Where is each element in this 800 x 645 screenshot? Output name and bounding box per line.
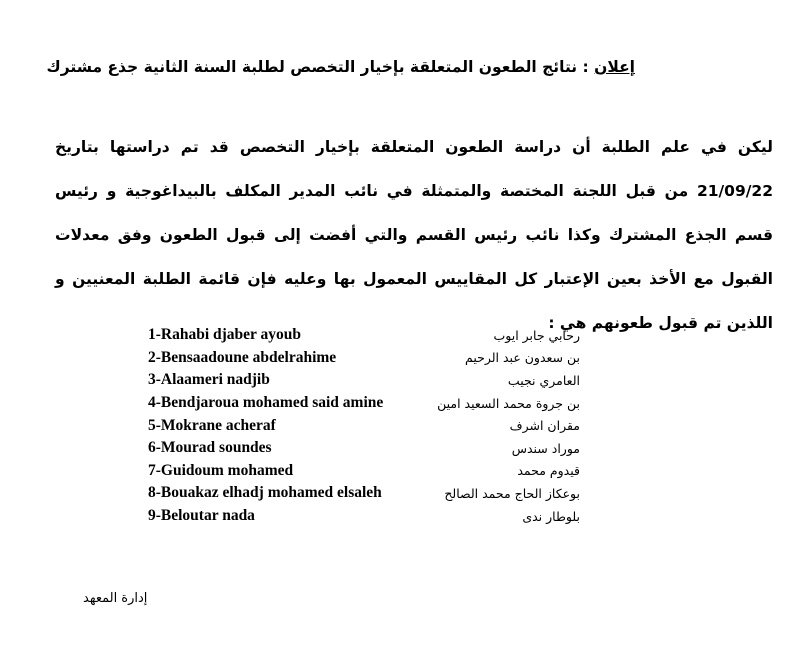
student-row [148, 347, 588, 370]
student-row [148, 324, 588, 347]
student-latin-name: 6-Mourad soundes [148, 439, 272, 457]
student-arabic-name: قيدوم محمد [517, 463, 580, 479]
student-latin-name: 3-Alaameri nadjib [148, 371, 270, 389]
student-latin-name: 9-Beloutar nada [148, 507, 255, 525]
student-latin-name: 2-Bensaadoune abdelrahime [148, 348, 337, 366]
student-arabic-name: بوعكاز الحاج محمد الصالح [444, 485, 580, 501]
announcement-label: إعلان [594, 58, 635, 76]
student-arabic-name: بن سعدون عبد الرحيم [465, 350, 580, 366]
student-arabic-name: بن جروة محمد السعيد امين [437, 395, 580, 411]
announcement-body: ليكن في علم الطلبة أن دراسة الطعون المتعلقة بإخيار التخصص قد تم دراستها بتاريخ 21/09/22 من قبل اللجنة المختصة والمتمثلة في نائب المدير المكلف بالبيداغوجية و رئيس قسم الجذع المشترك وكذا نائب رئيس القسم والتي أفضت إلى قبول الطعون وفق معدلات القبول مع الأخذ بعين الإعتبار كل المقاييس المعمول بها وعليه فإن قائمة الطلبة المعنيين و اللذين تم قبول طعونهم هي : [55, 138, 773, 332]
student-latin-name: 7-Guidoum mohamed [148, 461, 294, 479]
student-row [148, 392, 588, 415]
student-latin-name: 5-Mokrane acheraf [148, 416, 276, 434]
student-arabic-name: موراد سندس [511, 440, 580, 456]
student-row [148, 414, 588, 437]
student-arabic-name: مقران اشرف [509, 418, 580, 434]
institute-administration-signature: إدارة المعهد [83, 591, 148, 606]
student-row [148, 460, 588, 483]
student-row [148, 369, 588, 392]
student-arabic-name: رحابي جابر ايوب [493, 327, 580, 343]
announcement-title: : نتائج الطعون المتعلقة بإخيار التخصص لطلبة السنة الثانية جذع مشترك [46, 58, 589, 76]
announcement-heading [47, 58, 635, 76]
students-list [148, 324, 588, 527]
student-latin-name: 1-Rahabi djaber ayoub [148, 326, 302, 344]
student-latin-name: 4-Bendjaroua mohamed said amine [148, 394, 384, 412]
student-arabic-name: بلوطار ندى [522, 508, 580, 524]
student-row [148, 505, 588, 528]
student-arabic-name: العامري نجيب [507, 372, 580, 388]
student-row [148, 437, 588, 460]
student-row [148, 482, 588, 505]
student-latin-name: 8-Bouakaz elhadj mohamed elsaleh [148, 484, 382, 502]
